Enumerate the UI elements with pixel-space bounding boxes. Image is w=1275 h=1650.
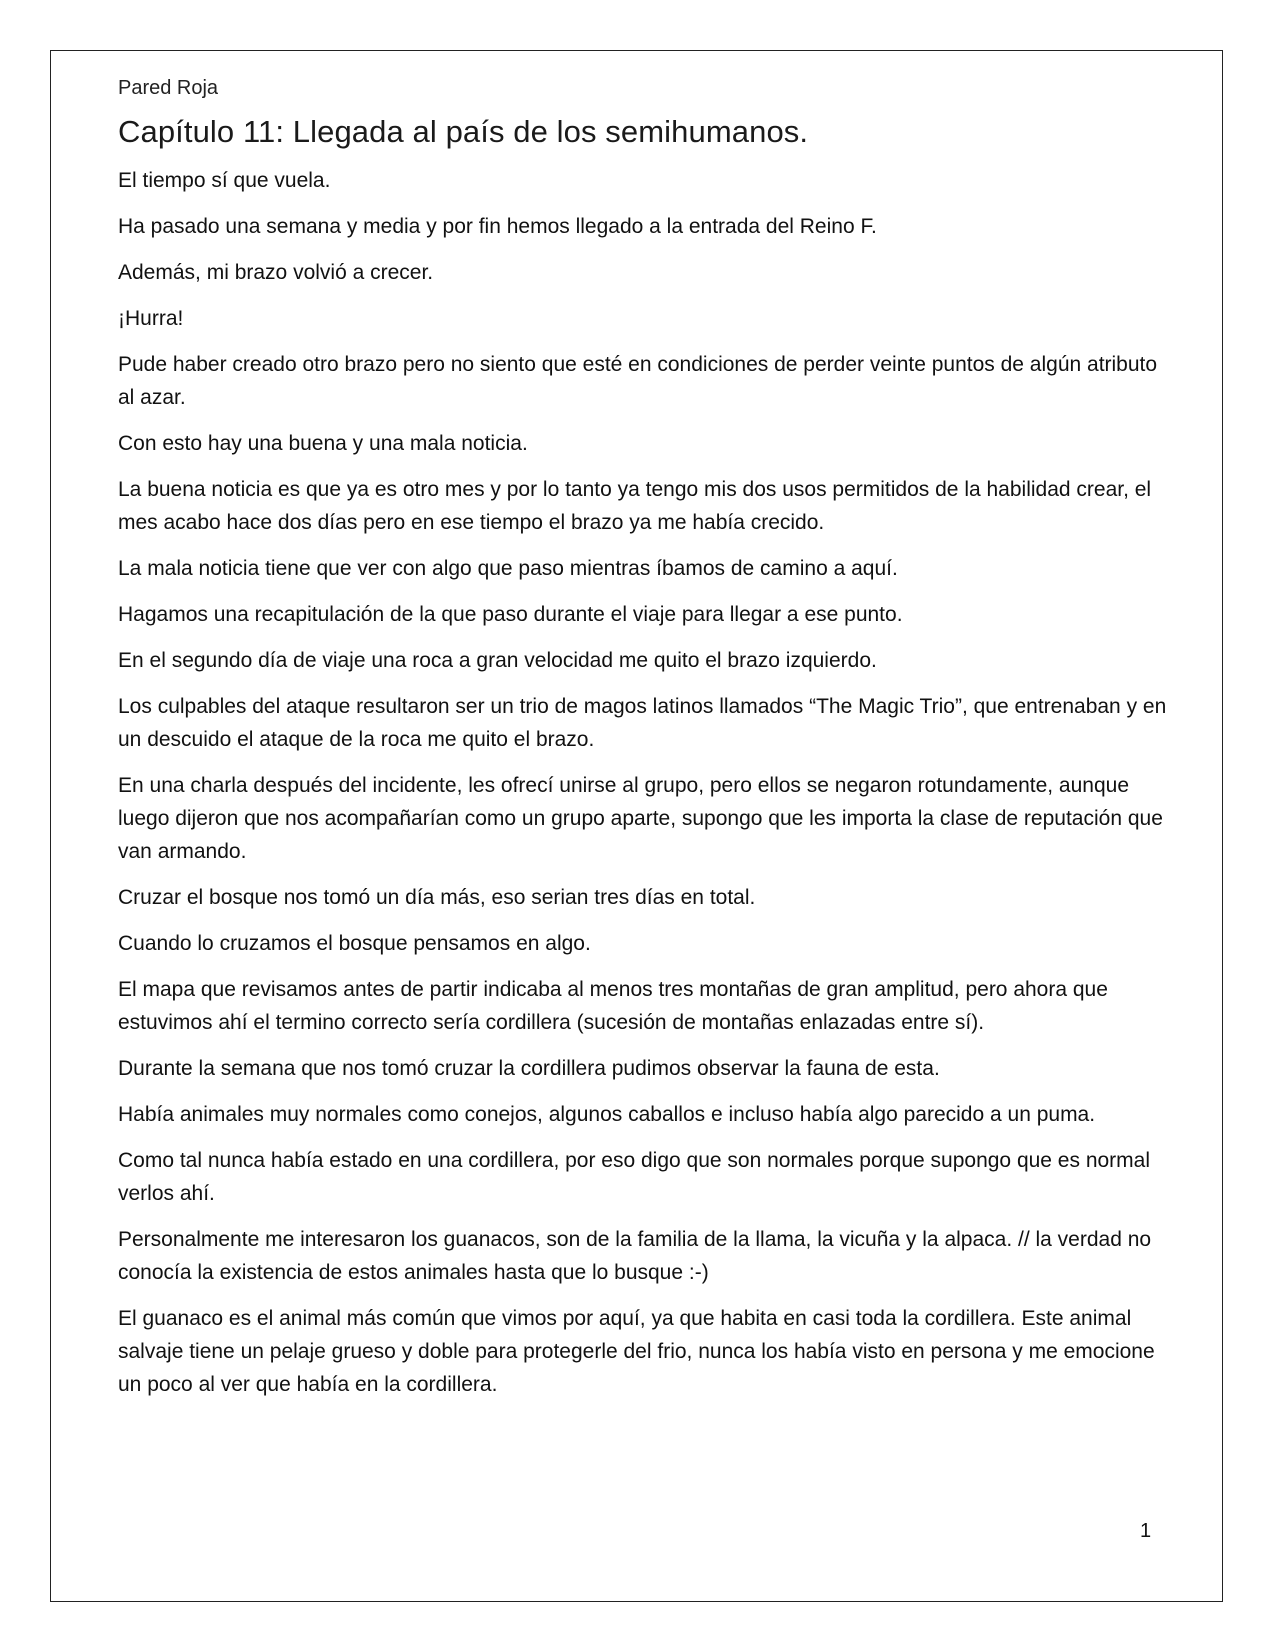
paragraph: Los culpables del ataque resultaron ser un trio de magos latinos llamados “The Magic Trio”, que entrenaban y en un descuido el ataque de la roca me quito el brazo. bbox=[118, 695, 1167, 751]
paragraph: El mapa que revisamos antes de partir indicaba al menos tres montañas de gran amplitud, pero ahora que estuvimos ahí el termino correcto sería cordillera (sucesión de montañas enlazadas entre sí). bbox=[118, 978, 1108, 1034]
paragraph: En una charla después del incidente, les ofrecí unirse al grupo, pero ellos se negaron rotundamente, aunque luego dijeron que nos acompañarían como un grupo aparte, supongo que les importa la clase de reputación que van armando. bbox=[118, 774, 1163, 863]
paragraph: Durante la semana que nos tomó cruzar la cordillera pudimos observar la fauna de esta. bbox=[118, 1057, 940, 1080]
paragraph: La mala noticia tiene que ver con algo que paso mientras íbamos de camino a aquí. bbox=[118, 557, 898, 580]
document-body bbox=[118, 74, 1168, 1414]
paragraph: La buena noticia es que ya es otro mes y por lo tanto ya tengo mis dos usos permitidos de la habilidad crear, el mes acabo hace dos días pero en ese tiempo el brazo ya me había crecido. bbox=[118, 478, 1152, 534]
paragraph: Con esto hay una buena y una mala noticia. bbox=[118, 432, 528, 455]
paragraph: Personalmente me interesaron los guanacos, son de la familia de la llama, la vicuña y la alpaca. // la verdad no conocía la existencia de estos animales hasta que lo busque :-) bbox=[118, 1228, 1152, 1284]
paragraph: Ha pasado una semana y media y por fin hemos llegado a la entrada del Reino F. bbox=[118, 215, 877, 238]
paragraph: El guanaco es el animal más común que vimos por aquí, ya que habita en casi toda la cordillera. Este animal salvaje tiene un pelaje grueso y doble para protegerle del frio, nunca los había visto en persona y me emocione un poco al ver que había en la cordillera. bbox=[118, 1307, 1155, 1396]
running-header: Pared Roja bbox=[118, 77, 219, 99]
paragraph: El tiempo sí que vuela. bbox=[118, 169, 331, 192]
chapter-title: Capítulo 11: Llegada al país de los semihumanos. bbox=[118, 114, 809, 149]
paragraph: Además, mi brazo volvió a crecer. bbox=[118, 261, 434, 284]
paragraph: Hagamos una recapitulación de la que paso durante el viaje para llegar a ese punto. bbox=[118, 603, 903, 626]
paragraph: ¡Hurra! bbox=[118, 307, 184, 330]
paragraph: Pude haber creado otro brazo pero no siento que esté en condiciones de perder veinte puntos de algún atributo al azar. bbox=[118, 353, 1158, 409]
paragraph: Como tal nunca había estado en una cordillera, por eso digo que son normales porque supongo que es normal verlos ahí. bbox=[118, 1149, 1151, 1205]
page-number: 1 bbox=[1140, 1520, 1152, 1542]
paragraph: Cruzar el bosque nos tomó un día más, eso serian tres días en total. bbox=[118, 886, 756, 909]
paragraph: Había animales muy normales como conejos, algunos caballos e incluso había algo parecido a un puma. bbox=[118, 1103, 1096, 1126]
paragraph: En el segundo día de viaje una roca a gran velocidad me quito el brazo izquierdo. bbox=[118, 649, 877, 672]
paragraph: Cuando lo cruzamos el bosque pensamos en algo. bbox=[118, 932, 591, 955]
